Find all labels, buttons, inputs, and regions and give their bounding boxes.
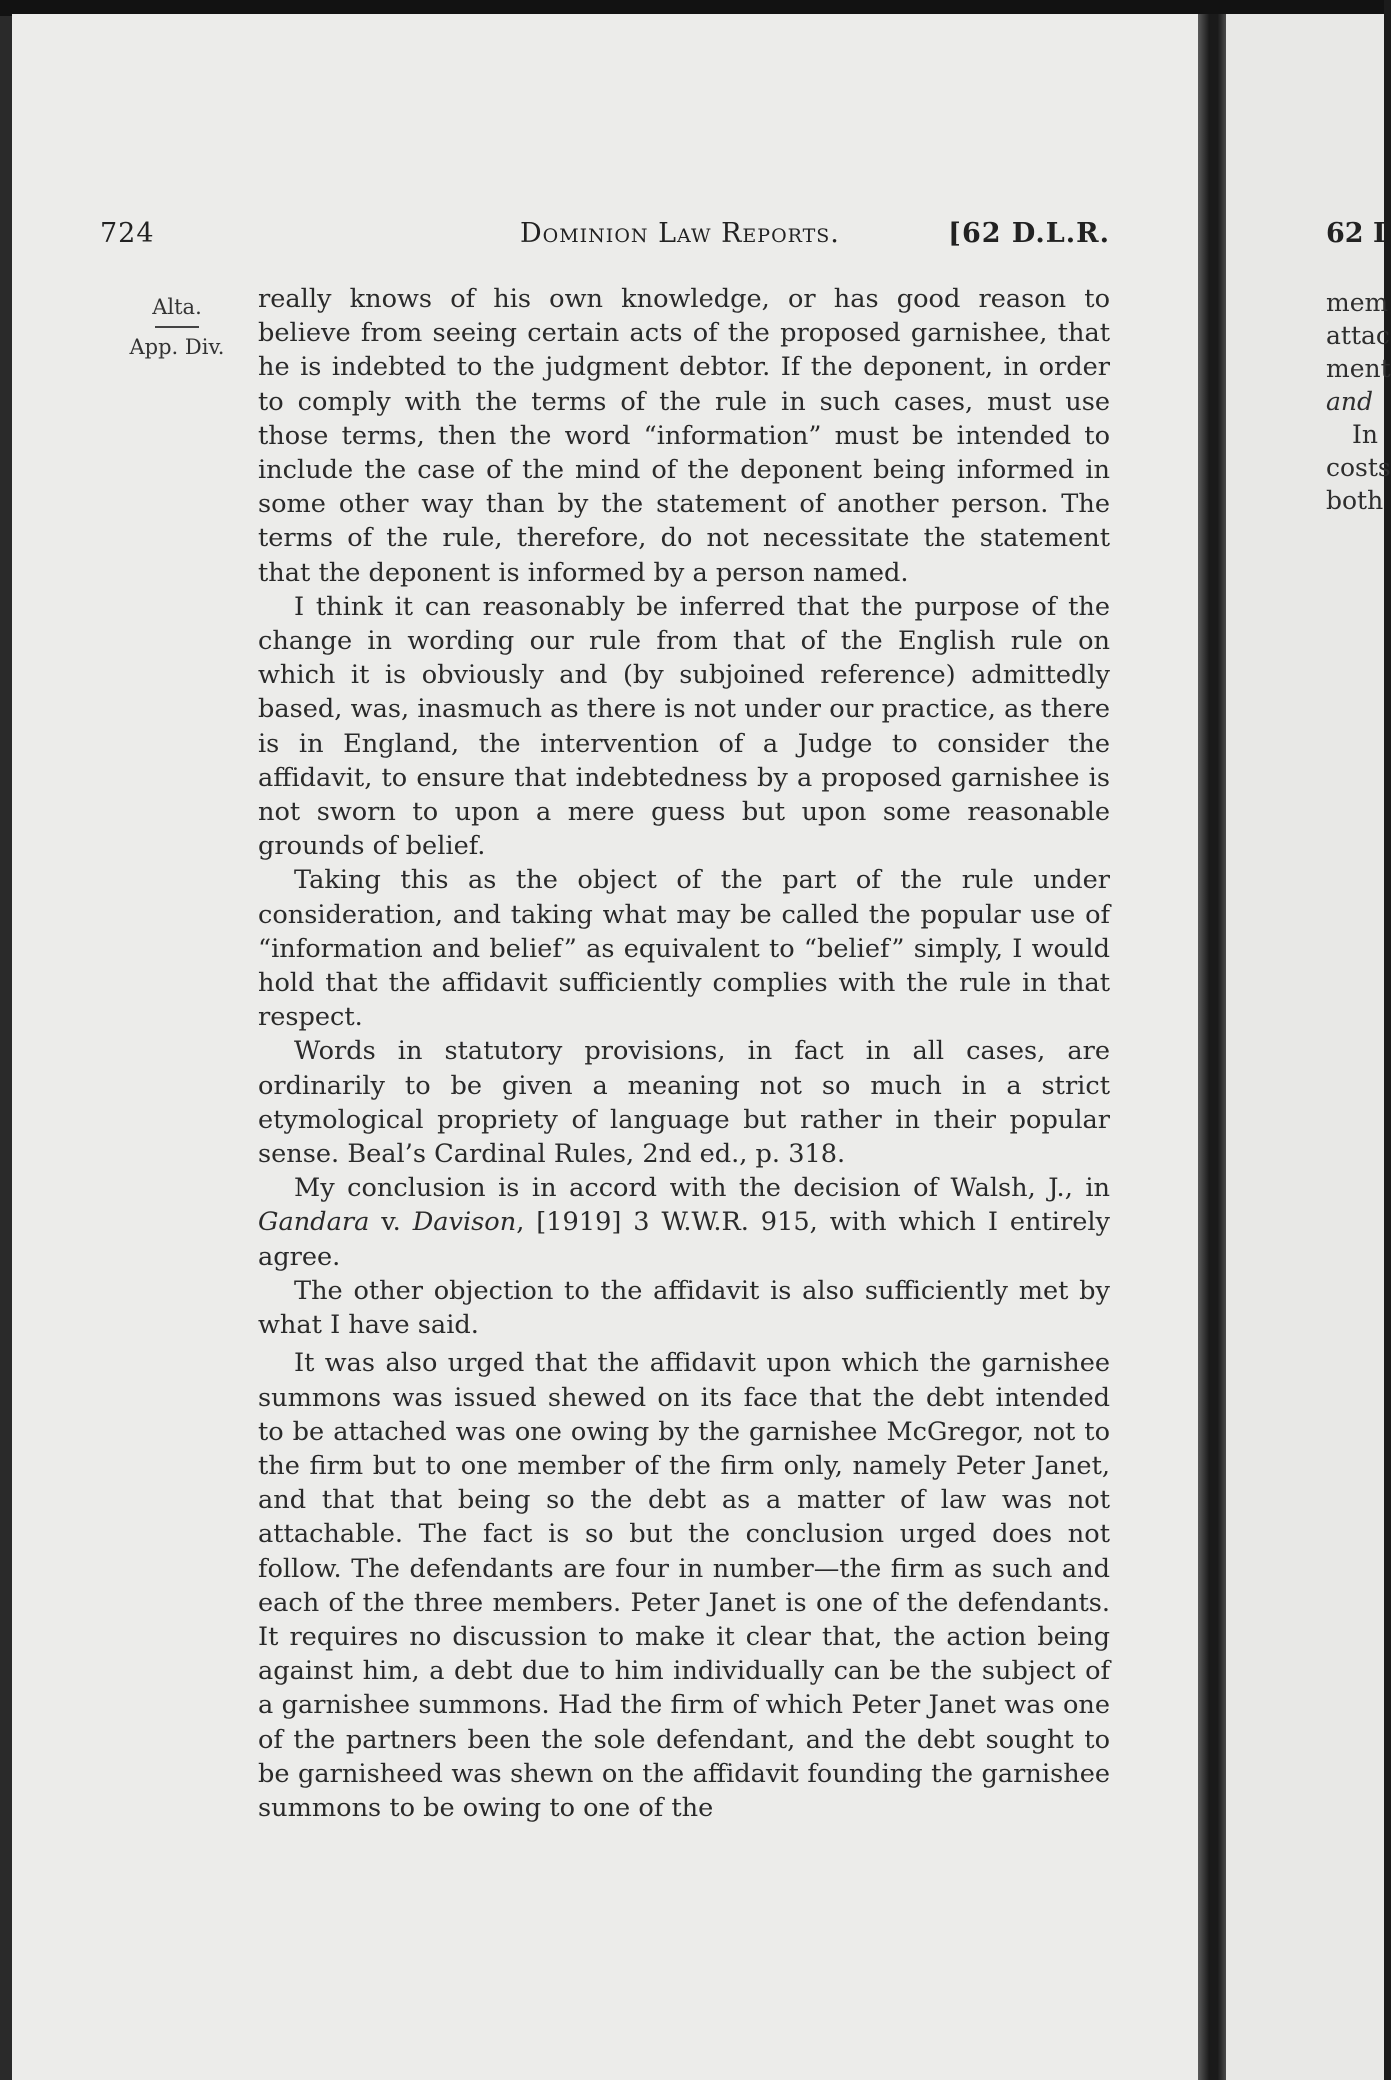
case-plaintiff: Gandara <box>258 1207 370 1238</box>
facing-page-head: 62 I <box>1326 218 1386 249</box>
page-number: 724 <box>100 218 155 249</box>
facing-line: ment <box>1326 354 1391 383</box>
paragraph: I think it can reasonably be inferred that the purpose of the change in wording our rule from that of the English rule on which it is obviously and (by subjoined reference) admittedly based, was, inasmuch as there is not under our practice, as there is in England, the intervention of a Judge to consider the affidavit, to ensure that indebtedness by a proposed garnishee is not sworn to upon a mere guess but upon some reasonable grounds of belief. <box>258 591 1110 862</box>
book-gutter <box>1198 14 1226 2080</box>
margin-province: Alta. <box>152 295 202 319</box>
citation-tail: , [1919] 3 W.W.R. 915, with which I entirely agree. <box>258 1207 1110 1272</box>
margin-note <box>112 288 242 366</box>
paragraph: The other objection to the affidavit is also sufficiently met by what I have said. <box>258 1275 1110 1341</box>
running-head <box>100 214 1110 254</box>
margin-court: App. Div. <box>129 335 225 359</box>
body-text <box>258 282 1110 1825</box>
report-title: Dominion Law Reports. <box>520 218 840 249</box>
paragraph: Taking this as the object of the part of the rule under consideration, and taking what may be called the popular use of “information and belief” as equivalent to “belief” simply, I would hold that the affidavit sufficiently complies with the rule in that respect. <box>258 865 1110 1033</box>
facing-line: and <box>1326 387 1374 416</box>
paragraph: It was also urged that the affidavit upon which the garnishee summons was issued shewed on its face that the debt intended to be attached was one owing by the garnishee McGregor, not to the firm but to one member of the firm only, namely Peter Janet, and that that being so the debt as a matter of law was not attachable. The fact is so but the conclusion urged does not follow. The defendants are four in number—the firm as such and each of the three members. Peter Janet is one of the defendants. It requires no discussion to make it clear that, the action being against him, a debt due to him individually can be the subject of a garnishee summons. Had the firm of which Peter Janet was one of the partners been the sole defendant, and the debt sought to be garnisheed was shewn on the affidavit founding the garnishee summons to be owing to one of the <box>258 1348 1110 1823</box>
facing-line: mem <box>1326 288 1389 317</box>
facing-line: attac <box>1326 321 1390 350</box>
citation-paragraph <box>258 1171 1110 1274</box>
paragraph: Words in statutory provisions, in fact in all cases, are ordinarily to be given a meaning not so much in a strict etymological propriety of language but rather in their popular sense. Beal’s Cardinal Rules, 2nd ed., p. 318. <box>258 1036 1110 1170</box>
citation-lead: My conclusion is in accord with the decision of Walsh, J., in <box>294 1173 1110 1204</box>
facing-line: both <box>1326 486 1384 515</box>
case-versus: v. <box>369 1207 413 1238</box>
volume-reference: [62 D.L.R. <box>948 218 1110 249</box>
facing-line: costs <box>1326 453 1391 482</box>
facing-line: In <box>1352 420 1378 449</box>
paragraph: really knows of his own knowledge, or has good reason to believe from seeing certain acts of the proposed garnishee, that he is indebted to the judgment debtor. If the deponent, in order to comply with the terms of the rule in such cases, must use those terms, then the word “information” must be intended to include the case of the mind of the deponent being informed in some other way than by the statement of another person. The terms of the rule, therefore, do not necessitate the statement that the deponent is informed by a person named. <box>258 284 1110 588</box>
case-defendant: Davison <box>412 1207 517 1238</box>
facing-page-lines <box>1326 286 1391 517</box>
